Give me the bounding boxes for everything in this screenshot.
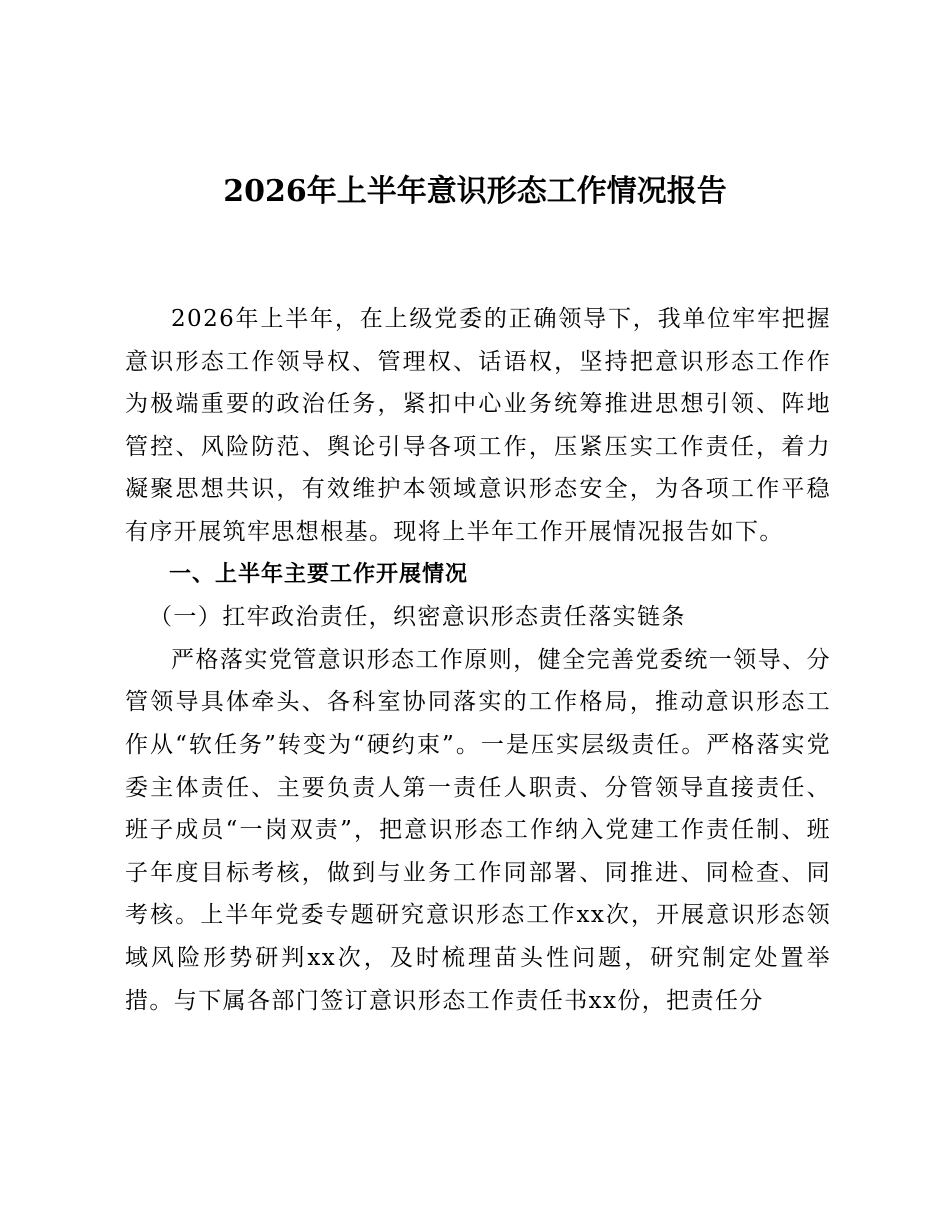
subsection-paragraph: 严格落实党管意识形态工作原则，健全完善党委统一领导、分管领导具体牵头、各科室协同落实的工作格局，推动意识形态工作从“软任务”转变为“硬约束”。一是压实层级责任。严格落实党委主体责任、主要负责人第一责任人职责、分管领导直接责任、班子成员“一岗双责”，把意识形态工作纳入党建工作责任制、班子年度目标考核，做到与业务工作同部署、同推进、同检查、同考核。上半年党委专题研究意识形态工作xx次，开展意识形态领域风险形势研判xx次，及时梳理苗头性问题，研究制定处置举措。与下属各部门签订意识形态工作责任书xx份，把责任分 (125, 646, 831, 1014)
subsection-heading: （一）扛牢政治责任，织密意识形态责任落实链条 (149, 604, 686, 631)
section-heading: 一、上半年主要工作开展情况 (169, 561, 469, 587)
document-body (125, 298, 831, 1022)
document-title: 2026年上半年意识形态工作情况报告 (223, 174, 727, 209)
intro-paragraph: 2026年上半年，在上级党委的正确领导下，我单位牢牢把握意识形态工作领导权、管理权、话语权，坚持把意识形态工作作为极端重要的政治任务，紧扣中心业务统筹推进思想引领、阵地管控、风险防范、舆论引导各项工作，压紧压实工作责任，着力凝聚思想共识，有效维护本领域意识形态安全，为各项工作平稳有序开展筑牢思想根基。现将上半年工作开展情况报告如下。 (125, 306, 831, 545)
